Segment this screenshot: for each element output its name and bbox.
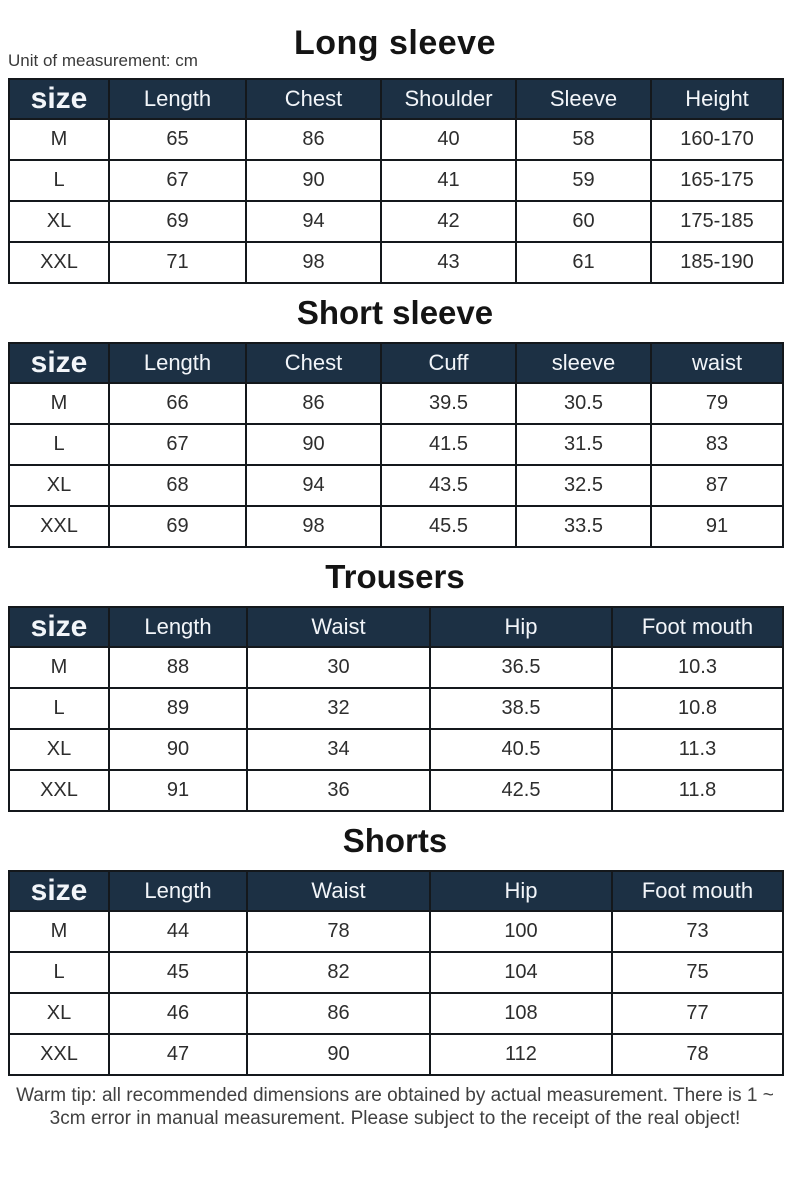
size-cell: XXL: [9, 242, 109, 283]
table-row: [9, 1034, 783, 1075]
value-cell: 41: [381, 160, 516, 201]
column-header-waist: Waist: [247, 607, 430, 647]
size-cell: XL: [9, 993, 109, 1034]
size-cell: M: [9, 647, 109, 688]
table-row: [9, 383, 783, 424]
value-cell: 86: [246, 119, 381, 160]
table-row: [9, 119, 783, 160]
value-cell: 98: [246, 242, 381, 283]
long-sleeve-table: [8, 78, 784, 284]
table-row: [9, 952, 783, 993]
size-cell: L: [9, 688, 109, 729]
size-cell: M: [9, 383, 109, 424]
value-cell: 89: [109, 688, 247, 729]
value-cell: 68: [109, 465, 246, 506]
value-cell: 38.5: [430, 688, 612, 729]
table-row: [9, 424, 783, 465]
size-cell: M: [9, 911, 109, 952]
value-cell: 94: [246, 201, 381, 242]
column-header-size: size: [9, 607, 109, 647]
long-sleeve-title: Long sleeve: [293, 24, 496, 62]
value-cell: 58: [516, 119, 651, 160]
value-cell: 46: [109, 993, 247, 1034]
warm-tip: Warm tip: all recommended dimensions are obtained by actual measurement. There is 1 ~ 3cm error in manual measurement. Please subject to the receipt of the real object!: [16, 1085, 774, 1129]
value-cell: 160-170: [651, 119, 783, 160]
unit-note: Unit of measurement: cm: [8, 51, 198, 70]
value-cell: 32: [247, 688, 430, 729]
column-header-size: size: [9, 871, 109, 911]
value-cell: 42: [381, 201, 516, 242]
value-cell: 98: [246, 506, 381, 547]
value-cell: 82: [247, 952, 430, 993]
value-cell: 91: [651, 506, 783, 547]
table-row: [9, 993, 783, 1034]
column-header-size: size: [9, 343, 109, 383]
size-cell: M: [9, 119, 109, 160]
column-header-foot-mouth: Foot mouth: [612, 871, 783, 911]
table-row: [9, 160, 783, 201]
trousers-title: Trousers: [325, 558, 465, 595]
column-header-waist: Waist: [247, 871, 430, 911]
value-cell: 43: [381, 242, 516, 283]
size-cell: L: [9, 160, 109, 201]
value-cell: 75: [612, 952, 783, 993]
header-row: [9, 607, 783, 647]
value-cell: 83: [651, 424, 783, 465]
column-header-size: size: [9, 79, 109, 119]
header-row: [9, 871, 783, 911]
value-cell: 71: [109, 242, 246, 283]
value-cell: 32.5: [516, 465, 651, 506]
value-cell: 88: [109, 647, 247, 688]
table-row: [9, 688, 783, 729]
size-cell: L: [9, 424, 109, 465]
table-row: [9, 465, 783, 506]
value-cell: 11.8: [612, 770, 783, 811]
value-cell: 69: [109, 201, 246, 242]
value-cell: 42.5: [430, 770, 612, 811]
value-cell: 165-175: [651, 160, 783, 201]
value-cell: 67: [109, 424, 246, 465]
column-header-cuff: Cuff: [381, 343, 516, 383]
column-header-chest: Chest: [246, 79, 381, 119]
value-cell: 100: [430, 911, 612, 952]
shorts-table: [8, 870, 784, 1076]
value-cell: 47: [109, 1034, 247, 1075]
value-cell: 34: [247, 729, 430, 770]
value-cell: 44: [109, 911, 247, 952]
shorts-title: Shorts: [342, 822, 448, 859]
table-row: [9, 201, 783, 242]
value-cell: 104: [430, 952, 612, 993]
value-cell: 31.5: [516, 424, 651, 465]
value-cell: 94: [246, 465, 381, 506]
table-row: [9, 729, 783, 770]
value-cell: 61: [516, 242, 651, 283]
value-cell: 39.5: [381, 383, 516, 424]
column-header-length: Length: [109, 343, 246, 383]
value-cell: 87: [651, 465, 783, 506]
header-row: [9, 343, 783, 383]
column-header-length: Length: [109, 607, 247, 647]
header-row: [9, 79, 783, 119]
value-cell: 33.5: [516, 506, 651, 547]
value-cell: 30.5: [516, 383, 651, 424]
value-cell: 43.5: [381, 465, 516, 506]
value-cell: 36: [247, 770, 430, 811]
value-cell: 78: [612, 1034, 783, 1075]
value-cell: 90: [246, 160, 381, 201]
short-sleeve-table: [8, 342, 784, 548]
value-cell: 90: [247, 1034, 430, 1075]
column-header-height: Height: [651, 79, 783, 119]
column-header-length: Length: [109, 79, 246, 119]
value-cell: 40.5: [430, 729, 612, 770]
column-header-foot-mouth: Foot mouth: [612, 607, 783, 647]
size-cell: XL: [9, 465, 109, 506]
size-cell: XXL: [9, 506, 109, 547]
value-cell: 67: [109, 160, 246, 201]
value-cell: 175-185: [651, 201, 783, 242]
column-header-hip: Hip: [430, 871, 612, 911]
value-cell: 10.3: [612, 647, 783, 688]
value-cell: 40: [381, 119, 516, 160]
value-cell: 90: [109, 729, 247, 770]
table-row: [9, 242, 783, 283]
value-cell: 185-190: [651, 242, 783, 283]
trousers-table: [8, 606, 784, 812]
size-cell: XL: [9, 729, 109, 770]
table-row: [9, 506, 783, 547]
value-cell: 65: [109, 119, 246, 160]
value-cell: 69: [109, 506, 246, 547]
value-cell: 73: [612, 911, 783, 952]
column-header-hip: Hip: [430, 607, 612, 647]
value-cell: 36.5: [430, 647, 612, 688]
value-cell: 108: [430, 993, 612, 1034]
value-cell: 60: [516, 201, 651, 242]
size-cell: XXL: [9, 770, 109, 811]
value-cell: 10.8: [612, 688, 783, 729]
value-cell: 79: [651, 383, 783, 424]
column-header-waist: waist: [651, 343, 783, 383]
table-row: [9, 770, 783, 811]
value-cell: 41.5: [381, 424, 516, 465]
value-cell: 45.5: [381, 506, 516, 547]
value-cell: 77: [612, 993, 783, 1034]
column-header-sleeve: Sleeve: [516, 79, 651, 119]
size-cell: XXL: [9, 1034, 109, 1075]
value-cell: 59: [516, 160, 651, 201]
value-cell: 86: [247, 993, 430, 1034]
column-header-length: Length: [109, 871, 247, 911]
table-row: [9, 911, 783, 952]
value-cell: 86: [246, 383, 381, 424]
value-cell: 11.3: [612, 729, 783, 770]
short-sleeve-title: Short sleeve: [296, 294, 494, 331]
column-header-chest: Chest: [246, 343, 381, 383]
page-header: [0, 0, 790, 78]
table-row: [9, 647, 783, 688]
column-header-sleeve: sleeve: [516, 343, 651, 383]
value-cell: 78: [247, 911, 430, 952]
value-cell: 112: [430, 1034, 612, 1075]
column-header-shoulder: Shoulder: [381, 79, 516, 119]
value-cell: 91: [109, 770, 247, 811]
value-cell: 45: [109, 952, 247, 993]
value-cell: 90: [246, 424, 381, 465]
value-cell: 66: [109, 383, 246, 424]
size-cell: L: [9, 952, 109, 993]
value-cell: 30: [247, 647, 430, 688]
size-cell: XL: [9, 201, 109, 242]
